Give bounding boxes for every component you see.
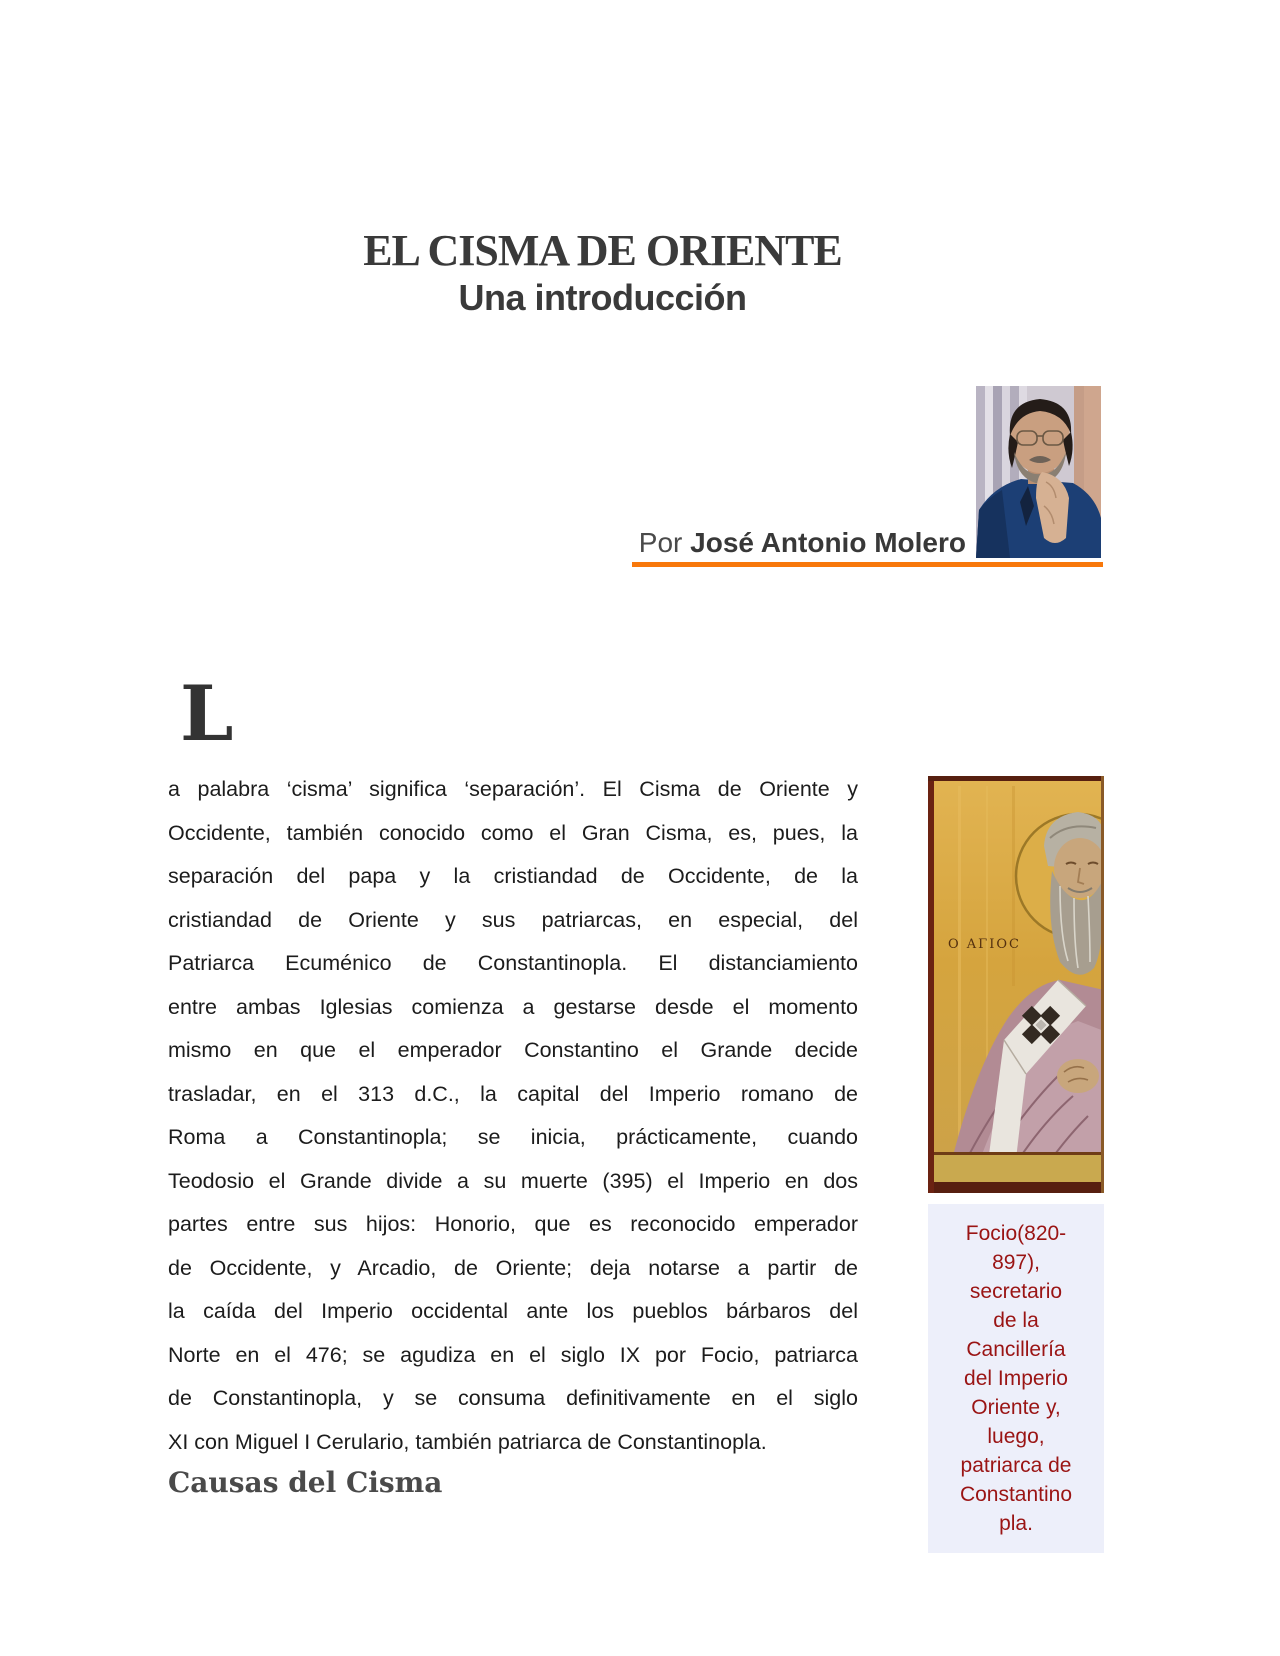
body-text-line: la caída del Imperio occidental ante los pueblos bárbaros del: [168, 1299, 858, 1323]
article-body: [168, 768, 858, 1464]
body-text-line: de Constantinopla, y se consuma definitivamente en el siglo: [168, 1386, 858, 1410]
body-text-line: Teodosio el Grande divide a su muerte (395) el Imperio en dos: [168, 1168, 858, 1193]
body-text-line: Norte en el 476; se agudiza en el siglo IX por Focio, patriarca: [168, 1342, 858, 1367]
icon-inscription: Ο ΑΓΙΟϹ: [948, 937, 1021, 952]
author-photo-graphic: [976, 386, 1101, 558]
icon-caption-line: pla.: [999, 1512, 1033, 1535]
title-block: [165, 226, 1040, 320]
body-text-line: Patriarca Ecuménico de Constantinopla. El distanciamiento: [168, 951, 858, 975]
saint-icon-graphic: [928, 776, 1104, 1193]
icon-caption: [928, 1204, 1104, 1553]
body-text-line: entre ambas Iglesias comienza a gestarse desde el momento: [168, 994, 858, 1019]
icon-caption-line: del Imperio: [964, 1367, 1068, 1390]
icon-caption-line: de la: [993, 1309, 1039, 1332]
body-text-line: trasladar, en el 313 d.C., la capital del Imperio romano de: [168, 1081, 858, 1106]
body-text-line: de Occidente, y Arcadio, de Oriente; deja notarse a partir de: [168, 1255, 858, 1280]
icon-caption-line: Focio(820-: [965, 1222, 1067, 1245]
icon-caption-line: patriarca de: [960, 1454, 1072, 1477]
body-text-line: partes entre sus hijos: Honorio, que es reconocido emperador: [168, 1212, 858, 1236]
icon-caption-line: Oriente y,: [971, 1396, 1061, 1419]
icon-caption-line: Cancillería: [966, 1338, 1066, 1361]
body-text-line: Roma a Constantinopla; se inicia, prácticamente, cuando: [168, 1125, 858, 1149]
saint-icon-image: [928, 776, 1104, 1193]
byline-prefix: Por: [638, 527, 683, 558]
byline-accent-rule: [632, 562, 1103, 567]
author-photo-image: [976, 386, 1101, 558]
body-text-line: XI con Miguel I Cerulario, también patriarca de Constantinopla.: [168, 1429, 767, 1454]
drop-cap: L: [180, 669, 234, 758]
body-text-line: Occidente, también conocido como el Gran Cisma, es, pues, la: [168, 820, 858, 845]
body-text-line: cristiandad de Oriente y sus patriarcas, en especial, del: [168, 907, 858, 932]
byline-author: José Antonio Molero: [690, 527, 966, 558]
icon-caption-line: 897),: [992, 1251, 1040, 1274]
body-text-line: separación del papa y la cristiandad de Occidente, de la: [168, 864, 858, 888]
document-subtitle: Una introducción: [458, 277, 747, 318]
body-text-line: a palabra ‘cisma’ significa ‘separación’. El Cisma de Oriente y: [168, 777, 858, 801]
section-heading: Causas del Cisma: [168, 1466, 443, 1499]
byline: [632, 528, 966, 558]
body-text-line: mismo en que el emperador Constantino el Grande decide: [168, 1038, 858, 1062]
icon-caption-line: Constantino: [959, 1483, 1073, 1506]
icon-caption-line: luego,: [987, 1425, 1045, 1448]
icon-caption-line: secretario: [969, 1280, 1063, 1303]
document-title: EL CISMA DE ORIENTE: [363, 226, 842, 275]
